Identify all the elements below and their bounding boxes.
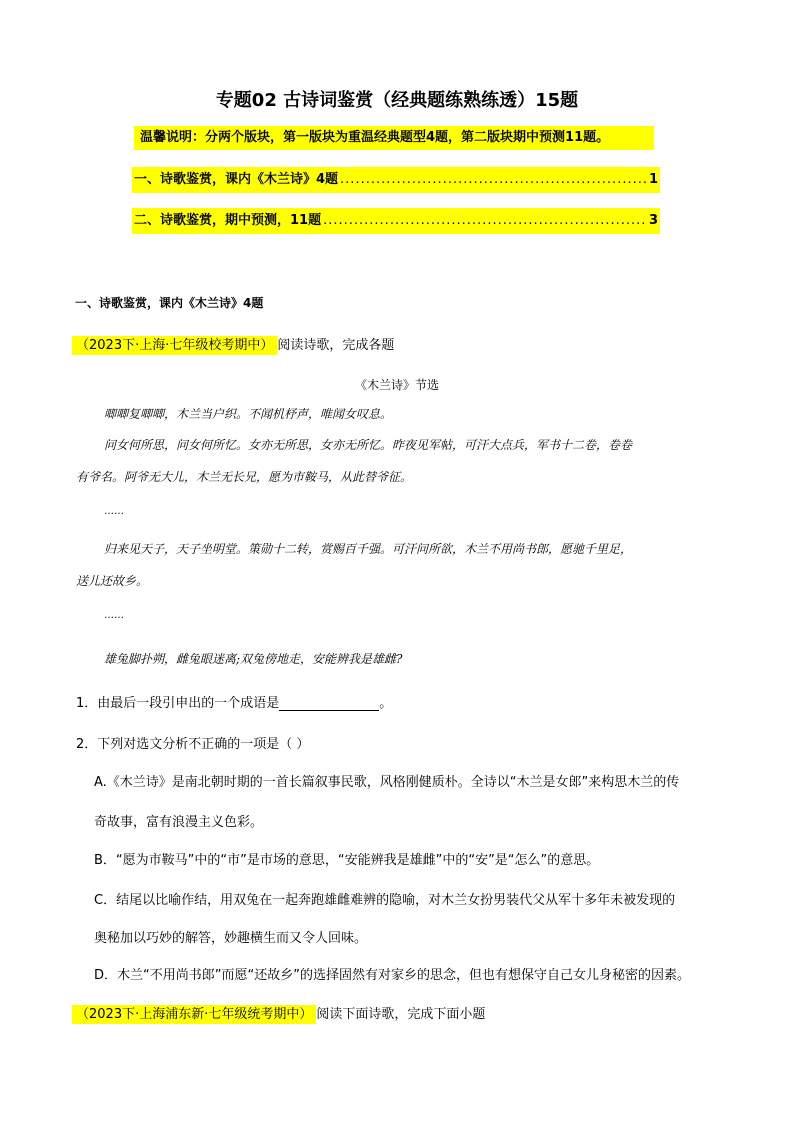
toc-page: 1 — [648, 172, 658, 187]
poem-line: 有爷名。阿爷无大儿，木兰无长兄，愿为市鞍马，从此替爷征。 — [76, 470, 413, 484]
question-1 — [76, 692, 392, 711]
poem-line: 问女何所思，问女何所忆。女亦无所思，女亦无所忆。昨夜见军帖，可汗大点兵，军书十二卷，卷卷 — [104, 438, 633, 452]
toc-item-1[interactable] — [132, 167, 660, 193]
poem-ellipsis: …… — [104, 506, 124, 517]
option-c-cont: 奥秘加以巧妙的解答，妙趣横生而又令人回味。 — [94, 931, 368, 946]
toc-item-2[interactable] — [132, 208, 660, 234]
page-title: 专题02 古诗词鉴赏（经典题练熟练透）15题 — [215, 90, 579, 111]
instruction-text: 阅读诗歌，完成各题 — [277, 338, 395, 353]
option-a[interactable]: A.《木兰诗》是南北朝时期的一首长篇叙事民歌，风格刚健质朴。全诗以“木兰是女郎”来构思木兰的传 — [94, 775, 680, 790]
option-d[interactable]: D．木兰“不用尚书郎”而愿“还故乡”的选择固然有对家乡的思念，但也有想保守自己女儿身秘密的因素。 — [94, 968, 690, 983]
question-2: 2．下列对选文分析不正确的一项是（ ） — [76, 737, 310, 752]
section-heading: 一、诗歌鉴赏，课内《木兰诗》4题 — [75, 296, 264, 310]
poem-line: 送儿还故乡。 — [76, 574, 149, 588]
instruction-text: 阅读下面诗歌，完成下面小题 — [316, 1007, 486, 1022]
poem-line: 唧唧复唧唧，木兰当户织。不闻机杼声，唯闻女叹息。 — [104, 407, 393, 421]
poem-line: 归来见天子，天子坐明堂。策勋十二转，赏赐百千强。可汗问所欲，木兰不用尚书郎，愿驰千里足， — [104, 542, 633, 556]
toc-label: 二、诗歌鉴赏，期中预测，11题 — [134, 213, 322, 228]
question-source-line — [72, 1003, 485, 1022]
question-1-text: 1．由最后一段引申出的一个成语是 — [76, 696, 280, 711]
toc-page: 3 — [648, 213, 658, 228]
source-tag: （2023下·上海·七年级校考期中） — [72, 336, 277, 355]
poem-title: 《木兰诗》节选 — [354, 378, 439, 392]
question-source-line — [72, 334, 394, 353]
toc-label: 一、诗歌鉴赏，课内《木兰诗》4题 — [134, 172, 339, 187]
answer-blank[interactable] — [279, 698, 379, 711]
toc-leader — [323, 208, 647, 234]
toc-leader — [340, 167, 647, 193]
source-tag: （2023下·上海浦东新·七年级统考期中） — [72, 1005, 316, 1024]
notice-banner: 温馨说明：分两个版块，第一版块为重温经典题型4题，第二版块期中预测11题。 — [134, 126, 654, 150]
option-c[interactable]: C．结尾以比喻作结，用双兔在一起奔跑雄雌难辨的隐喻，对木兰女扮男装代父从军十多年未被发现的 — [94, 893, 676, 908]
poem-line: 雄兔脚扑朔，雌兔眼迷离;双兔傍地走，安能辨我是雄雌? — [104, 652, 403, 666]
option-a-cont: 奇故事，富有浪漫主义色彩。 — [94, 815, 264, 830]
poem-ellipsis: …… — [104, 610, 124, 621]
option-b[interactable]: B．“愿为市鞍马”中的“市”是市场的意思，“安能辨我是雄雌”中的“安”是“怎么”的意思。 — [94, 853, 600, 868]
question-1-end: 。 — [379, 696, 393, 711]
